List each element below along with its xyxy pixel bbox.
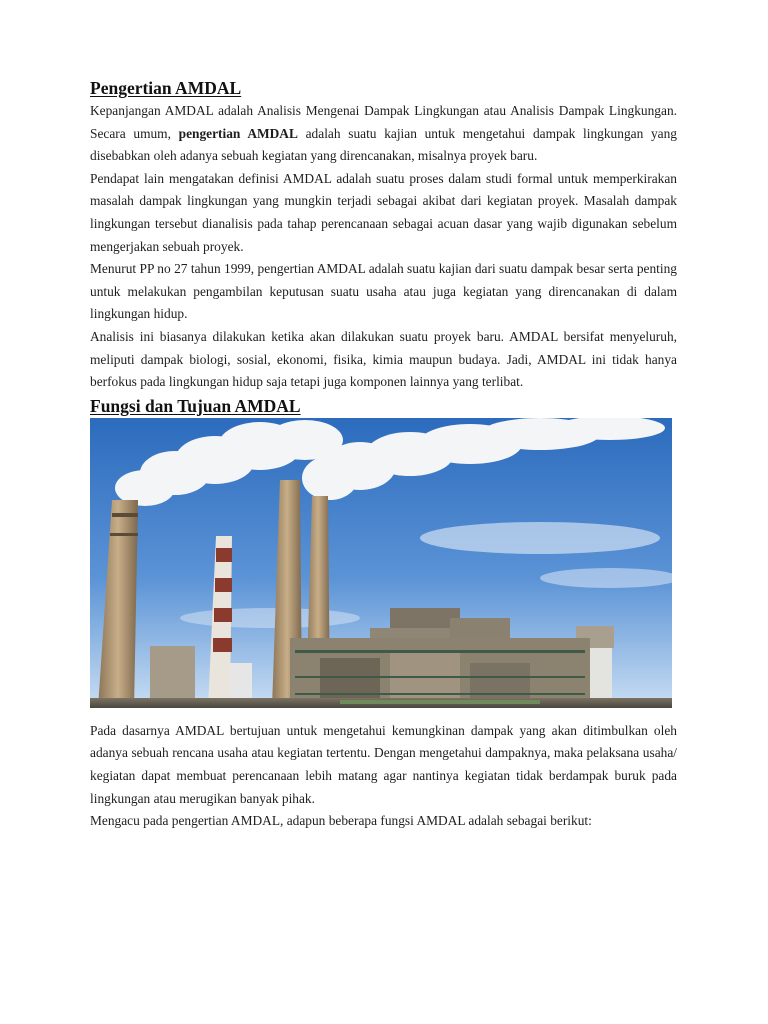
document-page [90,76,677,833]
plant-pipework [295,650,585,653]
chimney-stripe [216,548,232,562]
cloud [420,522,660,554]
chimney-stripe [215,578,232,592]
plant-pipework [295,693,585,695]
paragraph-definition-start: Kepanjangan AMDAL adalah Analisis Mengenai Dampak Lingkungan atau Analisis Dampak Lingkungan. Secara umum, [90,103,677,141]
paragraph-regulation: Menurut PP no 27 tahun 1999, pengertian AMDAL adalah suatu kajian dari suatu dampak besar serta penting untuk melakukan pengambilan keputusan suatu usaha atau juga kegiatan yang direncanakan di dalam lingkungan hidup. [90,261,677,322]
rooftop-green [340,700,540,704]
industrial-smokestacks-photo [90,418,672,708]
chimney-stripe [213,638,232,652]
paragraph-alternative-definition: Pendapat lain mengatakan definisi AMDAL adalah suatu proses dalam studi formal untuk memperkirakan masalah dampak lingkungan yang mungkin terjadi sebagai akibat dari kegiatan proyek. Masalah dampak lingkungan tersebut dianalisis pada tahap perencanaan sebagai acuan dasar yang wajib digunakan sebelum mengerjakan sebuah proyek. [90,170,677,254]
paragraph-definition-end: adalah suatu kajian untuk mengetahui dampak lingkungan yang disebabkan oleh adanya sebuah kegiatan yang direncanakan, misalnya proyek baru. [90,125,677,164]
paragraph-definition [90,100,677,168]
heading-fungsi-tujuan: Fungsi dan Tujuan AMDAL [90,395,301,416]
paragraph-purpose: Pada dasarnya AMDAL bertujuan untuk mengetahui kemungkinan dampak yang akan ditimbulkan oleh adanya sebuah rencana usaha atau kegiatan tertentu. Dengan mengetahui dampaknya, maka pelaksana usaha/ kegiatan dapat membuat perencanaan lebih matang agar nantinya kegiatan tidak berdampak buruk pada lingkungan atau merugikan banyak pihak. [90,722,677,806]
cloud [180,608,360,628]
heading-pengertian-amdal: Pengertian AMDAL [90,78,242,98]
chimney-band [112,513,138,517]
chimney-band [110,533,138,536]
bold-term: pengertian AMDAL [178,125,298,141]
building [390,608,460,628]
plant-pipework [295,676,585,678]
chimney-stripe [214,608,232,622]
paragraph-functions-intro: Mengacu pada pengertian AMDAL, adapun beberapa fungsi AMDAL adalah sebagai berikut: [90,813,592,829]
paragraph-scope: Analisis ini biasanya dilakukan ketika akan dilakukan suatu proyek baru. AMDAL bersifat menyeluruh, meliputi dampak biologi, sosial, ekonomi, fisika, kimia maupun budaya. Jadi, AMDAL ini tidak hanya berfokus pada lingkungan hidup saja tetapi juga komponen lainnya yang terlibat. [90,328,677,390]
